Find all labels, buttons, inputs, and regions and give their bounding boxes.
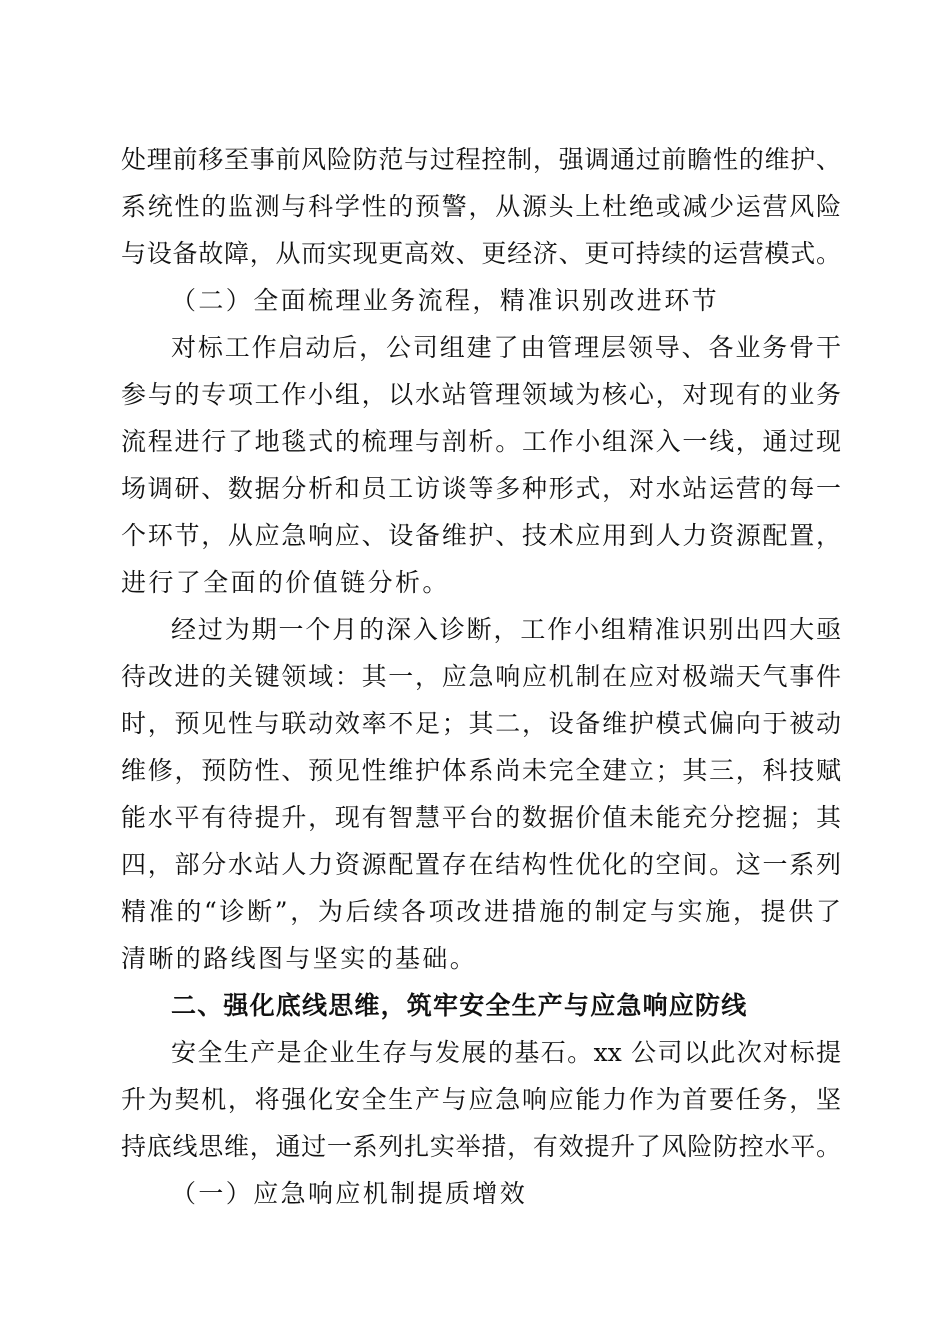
paragraph-line: 安全生产是企业生存与发展的基石。xx 公司以此次对标提 [171, 1038, 841, 1067]
section-subheading: （二）全面梳理业务流程，精准识别改进环节 [171, 286, 720, 315]
paragraph-line: 能水平有待提升，现有智慧平台的数据价值未能充分挖掘；其 [121, 803, 841, 832]
paragraph-line: 精准的“诊断”，为后续各项改进措施的制定与实施，提供了 [121, 897, 841, 926]
paragraph-line: 清晰的路线图与坚实的基础。 [121, 944, 478, 973]
paragraph-line: 进行了全面的价值链分析。 [121, 568, 450, 597]
paragraph-line: 时，预见性与联动效率不足；其二，设备维护模式偏向于被动 [121, 709, 841, 738]
paragraph-line: 流程进行了地毯式的梳理与剖析。工作小组深入一线，通过现 [121, 427, 841, 456]
paragraph-line: 个环节，从应急响应、设备维护、技术应用到人力资源配置， [121, 521, 841, 550]
paragraph-line: 经过为期一个月的深入诊断，工作小组精准识别出四大亟 [171, 615, 841, 644]
section-heading: 二、强化底线思维，筑牢安全生产与应急响应防线 [171, 991, 748, 1020]
paragraph-line: 持底线思维，通过一系列扎实举措，有效提升了风险防控水平。 [121, 1132, 841, 1161]
paragraph-line: 四，部分水站人力资源配置存在结构性优化的空间。这一系列 [121, 850, 841, 879]
paragraph-line: 维修，预防性、预见性维护体系尚未完全建立；其三，科技赋 [121, 756, 841, 785]
paragraph-line: 参与的专项工作小组，以水站管理领域为核心，对现有的业务 [121, 380, 841, 409]
paragraph-line: 待改进的关键领域：其一，应急响应机制在应对极端天气事件 [121, 662, 841, 691]
paragraph-line: 场调研、数据分析和员工访谈等多种形式，对水站运营的每一 [121, 474, 841, 503]
paragraph-line: 与设备故障，从而实现更高效、更经济、更可持续的运营模式。 [121, 239, 841, 268]
section-subheading: （一）应急响应机制提质增效 [171, 1179, 528, 1208]
paragraph-line: 系统性的监测与科学性的预警，从源头上杜绝或减少运营风险 [121, 192, 841, 221]
paragraph-line: 对标工作启动后，公司组建了由管理层领导、各业务骨干 [171, 333, 841, 362]
paragraph-line: 升为契机，将强化安全生产与应急响应能力作为首要任务，坚 [121, 1085, 841, 1114]
paragraph-line: 处理前移至事前风险防范与过程控制，强调通过前瞻性的维护、 [121, 145, 841, 174]
